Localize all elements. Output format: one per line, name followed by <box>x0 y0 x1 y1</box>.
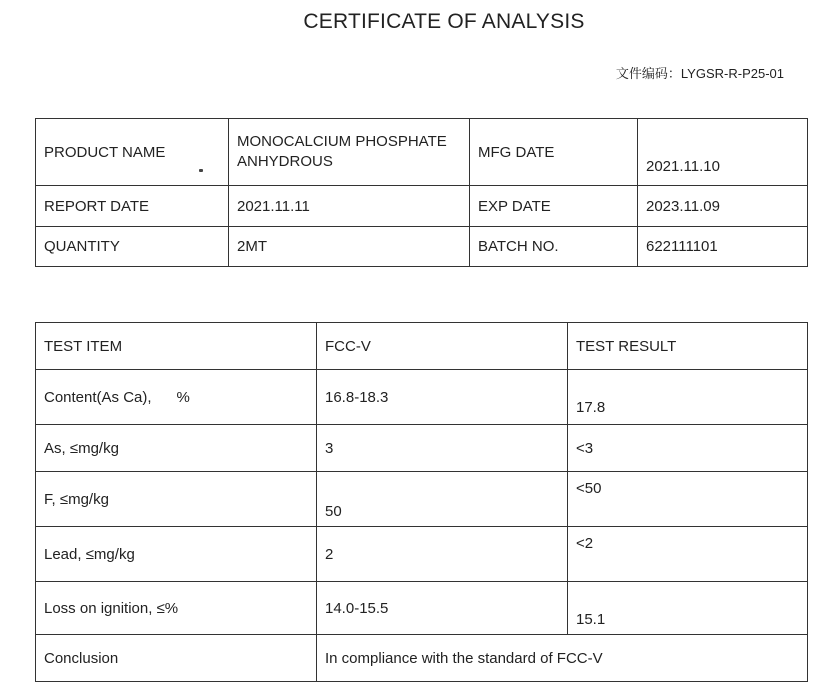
spec-cell: 3 <box>317 425 568 472</box>
test-result-header: TEST RESULT <box>568 323 808 370</box>
spec-cell: 16.8-18.3 <box>317 370 568 425</box>
test-results-table <box>35 322 808 682</box>
exp-date-label: EXP DATE <box>470 186 638 227</box>
document-number-label: 文件编码： <box>615 67 681 82</box>
table-row <box>36 370 808 425</box>
document-number-value: LYGSR-R-P25-01 <box>680 66 784 81</box>
result-cell: 17.8 <box>568 370 808 425</box>
result-cell: <2 <box>568 527 808 582</box>
document-title: CERTIFICATE OF ANALYSIS <box>303 10 585 33</box>
test-item-cell: Content(As Ca), % <box>36 370 317 425</box>
document-number <box>616 63 784 82</box>
product-info-table <box>35 118 808 267</box>
quantity-value: 2MT <box>229 227 470 267</box>
product-name-label: PRODUCT NAME <box>36 119 229 186</box>
test-item-cell: F, ≤mg/kg <box>36 472 317 527</box>
test-item-header: TEST ITEM <box>36 323 317 370</box>
conclusion-row <box>36 635 808 682</box>
table-row <box>36 119 808 186</box>
batch-no-label: BATCH NO. <box>470 227 638 267</box>
table-header-row <box>36 323 808 370</box>
conclusion-label: Conclusion <box>36 635 317 682</box>
scan-mark <box>199 169 203 172</box>
table-row <box>36 582 808 635</box>
exp-date-value: 2023.11.09 <box>638 186 808 227</box>
mfg-date-value: 2021.11.10 <box>638 119 808 186</box>
test-item-cell: As, ≤mg/kg <box>36 425 317 472</box>
table-row <box>36 527 808 582</box>
table-row <box>36 472 808 527</box>
table-row <box>36 186 808 227</box>
quantity-label: QUANTITY <box>36 227 229 267</box>
table-row <box>36 227 808 267</box>
test-item-cell: Lead, ≤mg/kg <box>36 527 317 582</box>
mfg-date-label: MFG DATE <box>470 119 638 186</box>
spec-cell: 14.0-15.5 <box>317 582 568 635</box>
batch-no-value: 622111101 <box>638 227 808 267</box>
spec-cell: 2 <box>317 527 568 582</box>
result-cell: 15.1 <box>568 582 808 635</box>
spec-header: FCC-V <box>317 323 568 370</box>
product-name-value: MONOCALCIUM PHOSPHATE ANHYDROUS <box>229 119 470 186</box>
table-row <box>36 425 808 472</box>
conclusion-value: In compliance with the standard of FCC-V <box>317 635 808 682</box>
result-cell: <3 <box>568 425 808 472</box>
test-item-cell: Loss on ignition, ≤% <box>36 582 317 635</box>
spec-cell: 50 <box>317 472 568 527</box>
report-date-label: REPORT DATE <box>36 186 229 227</box>
report-date-value: 2021.11.11 <box>229 186 470 227</box>
result-cell: <50 <box>568 472 808 527</box>
